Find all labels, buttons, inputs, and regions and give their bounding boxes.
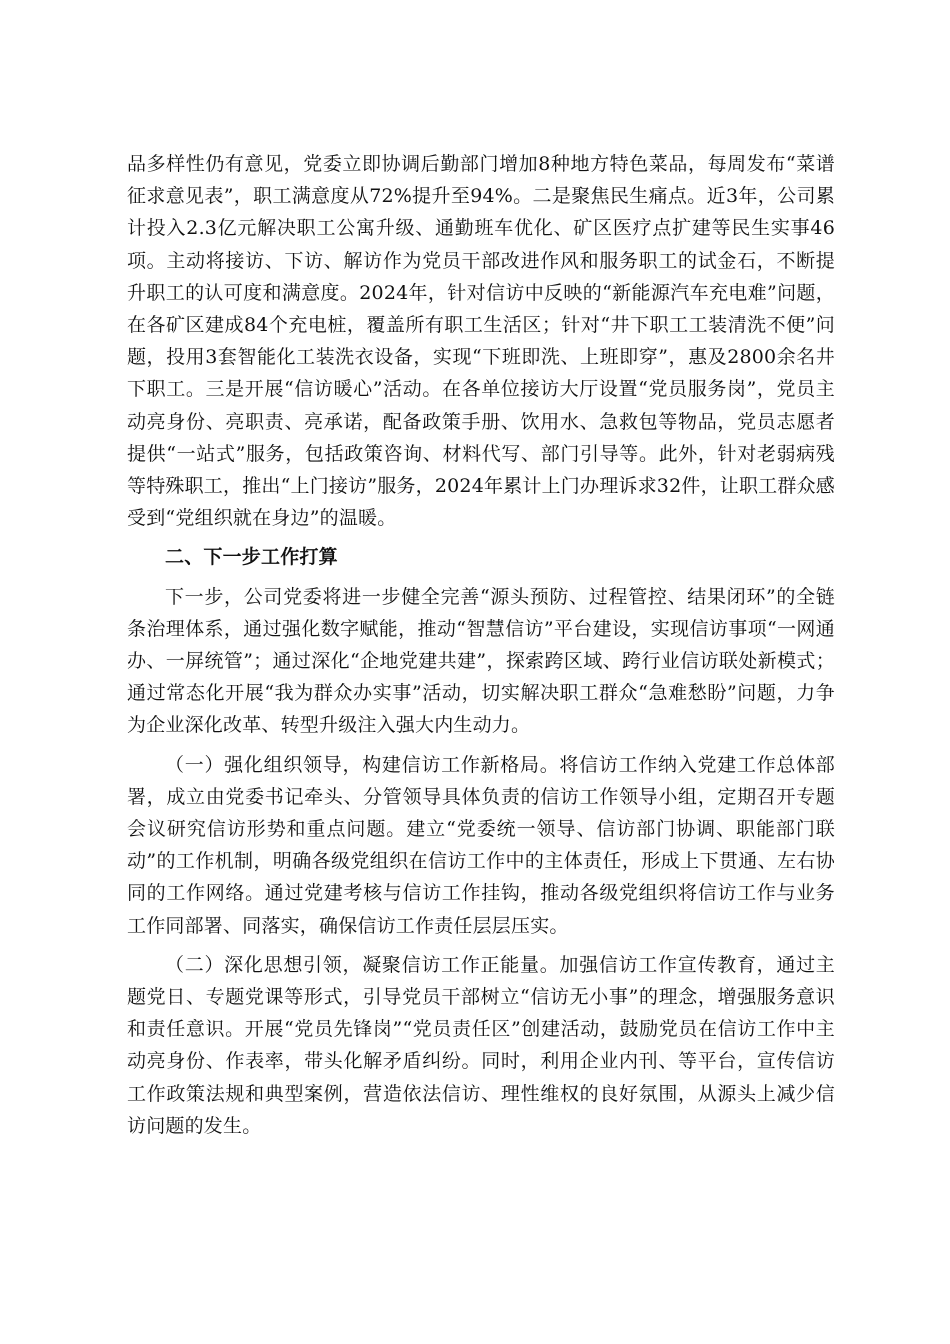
paragraph-item-two: （二）深化思想引领，凝聚信访工作正能量。加强信访工作宣传教育，通过主题党日、专题党课等形式，引导党员干部树立“信访无小事”的理念，增强服务意识和责任意识。开展“党员先锋岗”“党员责任区”创建活动，鼓励党员在信访工作中主动亮身份、作表率，带头化解矛盾纠纷。同时，利用企业内刊、等平台，宣传信访工作政策法规和典型案例，营造依法信访、理性维权的良好氛围，从源头上减少信访问题的发生。 xyxy=(127,953,835,1137)
document-body xyxy=(127,148,835,1142)
paragraph-next-steps: 下一步，公司党委将进一步健全完善“源头预防、过程管控、结果闭环”的全链条治理体系，通过强化数字赋能，推动“智慧信访”平台建设，实现信访事项“一网通办、一屏统管”；通过深化“企地党建共建”，探索跨区域、跨行业信访联处新模式；通过常态化开展“我为群众办实事”活动，切实解决职工群众“急难愁盼”问题，力争为企业深化改革、转型升级注入强大内生动力。 xyxy=(127,585,835,737)
paragraph-continued: 品多样性仍有意见，党委立即协调后勤部门增加8种地方特色菜品，每周发布“菜谱征求意见表”，职工满意度从72%提升至94%。二是聚焦民生痛点。近3年，公司累计投入2.3亿元解决职工公寓升级、通勤班车优化、矿区医疗点扩建等民生实事46项。主动将接访、下访、解访作为党员干部改进作风和服务职工的试金石，不断提升职工的认可度和满意度。2024年，针对信访中反映的“新能源汽车充电难”问题，在各矿区建成84个充电桩，覆盖所有职工生活区；针对“井下职工工装清洗不便”问题，投用3套智能化工装洗衣设备，实现“下班即洗、上班即穿”，惠及2800余名井下职工。三是开展“信访暖心”活动。在各单位接访大厅设置“党员服务岗”，党员主动亮身份、亮职责、亮承诺，配备政策手册、饮用水、急救包等物品，党员志愿者提供“一站式”服务，包括政策咨询、材料代写、部门引导等。此外，针对老弱病残等特殊职工，推出“上门接访”服务，2024年累计上门办理诉求32件，让职工群众感受到“党组织就在身边”的温暖。 xyxy=(127,153,835,530)
section-heading: 二、下一步工作打算 xyxy=(165,546,338,569)
paragraph-item-one: （一）强化组织领导，构建信访工作新格局。将信访工作纳入党建工作总体部署，成立由党委书记牵头、分管领导具体负责的信访工作领导小组，定期召开专题会议研究信访形势和重点问题。建立“党委统一领导、信访部门协调、职能部门联动”的工作机制，明确各级党组织在信访工作中的主体责任，形成上下贯通、左右协同的工作网络。通过党建考核与信访工作挂钩，推动各级党组织将信访工作与业务工作同部署、同落实，确保信访工作责任层层压实。 xyxy=(127,753,835,937)
